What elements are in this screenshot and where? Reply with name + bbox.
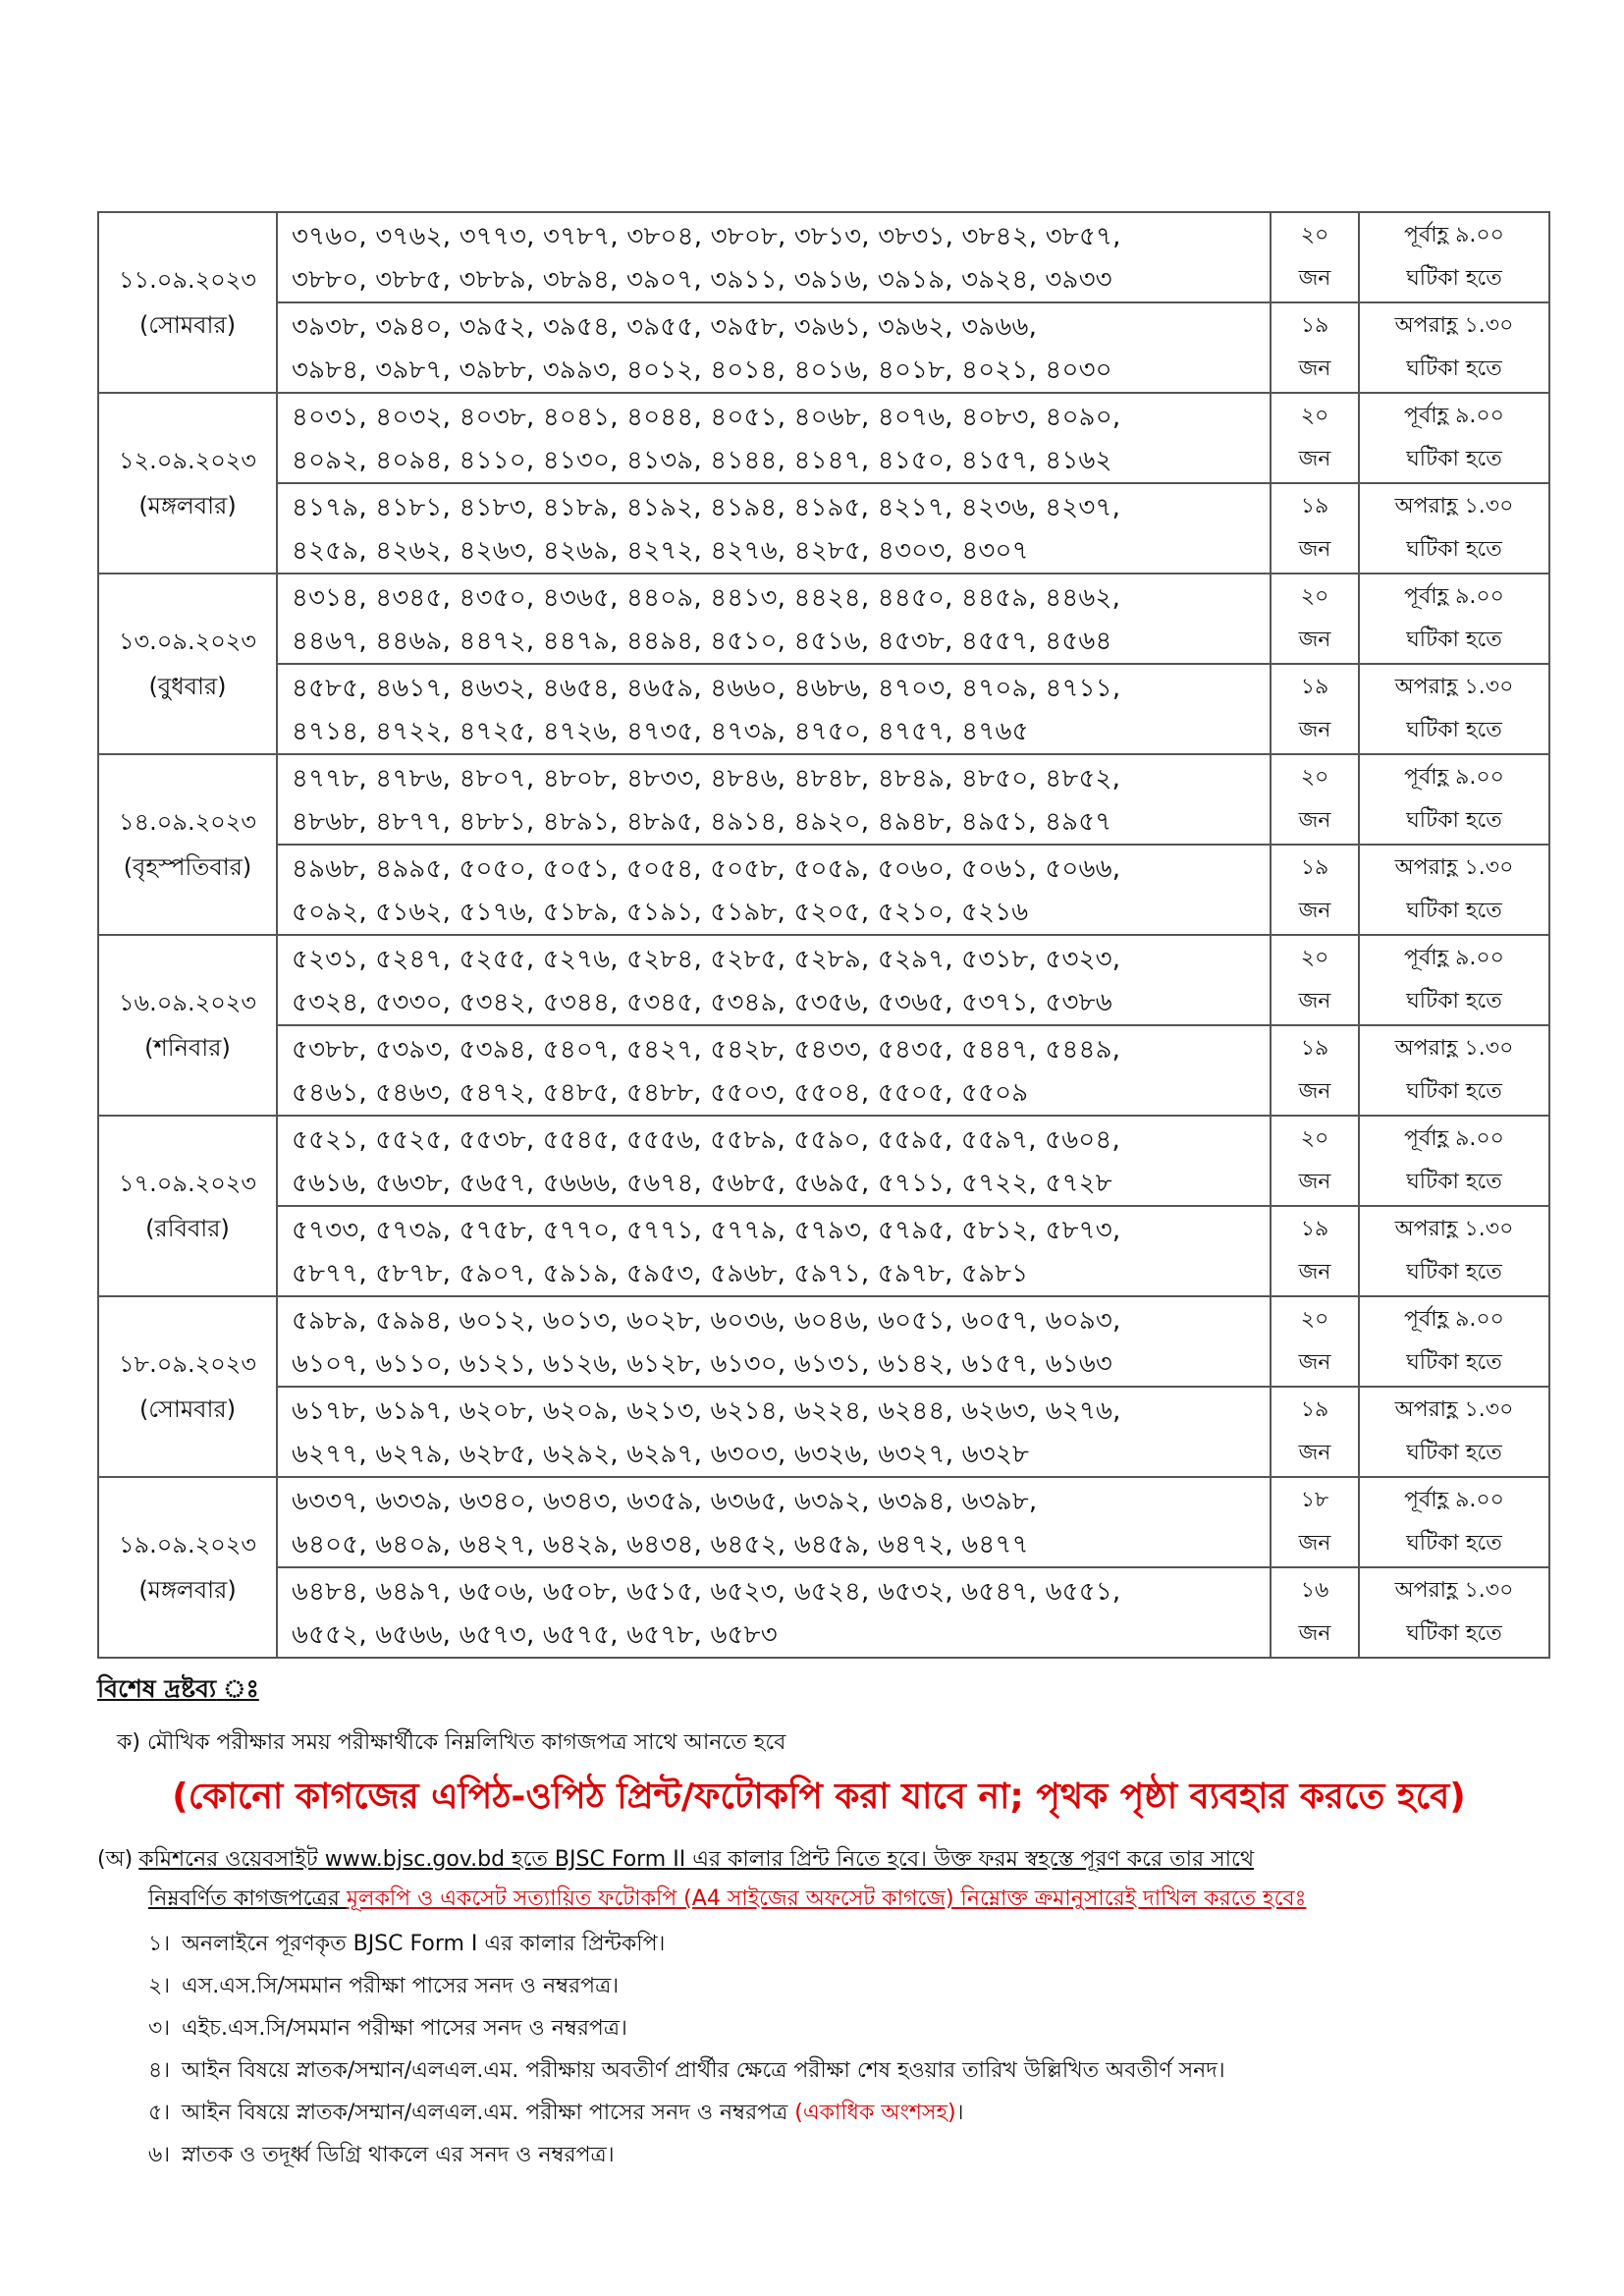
roll-numbers-line: ৪৪৬৭, ৪৪৬৯, ৪৪৭২, ৪৪৭৯, ৪৪৯৪, ৪৫১০, ৪৫১৬, ৪৫৩৮, ৪৫৫৭, ৪৫৬৪ (292, 627, 1112, 656)
roll-numbers-line: ৪৩১৪, ৪৩৪৫, ৪৩৫০, ৪৩৬৫, ৪৪০৯, ৪৪১৩, ৪৪২৪, ৪৪৫০, ৪৪৫৯, ৪৪৬২, (292, 583, 1121, 613)
session-time-cell (1359, 483, 1549, 574)
session-time-suffix: ঘটিকা হতে (1406, 1170, 1502, 1194)
session-time: অপরাহ্ণ ১.৩০ (1394, 494, 1514, 519)
session-time-cell (1359, 1296, 1549, 1387)
session-time-suffix: ঘটিকা হতে (1406, 718, 1502, 742)
candidate-count: ১৯ (1300, 1397, 1329, 1422)
item-number: ১। (148, 1932, 171, 1956)
candidate-count-unit: জন (1298, 808, 1331, 833)
note-a-text-2: নিম্নবর্ণিত কাগজপত্রের (148, 1886, 347, 1911)
roll-numbers-line: ৪১৭৯, ৪১৮১, ৪১৮৩, ৪১৮৯, ৪১৯২, ৪১৯৪, ৪১৯৫, ৪২১৭, ৪২৩৬, ৪২৩৭, (292, 493, 1121, 522)
item-number: ২। (148, 1974, 171, 1998)
roll-numbers-line: ৫৩২৪, ৫৩৩০, ৫৩৪২, ৫৩৪৪, ৫৩৪৫, ৫৩৪৯, ৫৩৫৬, ৫৩৬৫, ৫৩৭১, ৫৩৮৬ (292, 988, 1112, 1017)
roll-numbers-line: ৪৫৮৫, ৪৬১৭, ৪৬৩২, ৪৬৫৪, ৪৬৫৯, ৪৬৬০, ৪৬৮৬, ৪৭০৩, ৪৭০৯, ৪৭১১, (292, 674, 1121, 703)
candidate-count-cell (1271, 1477, 1359, 1567)
date-cell (98, 574, 277, 754)
session-time: অপরাহ্ণ ১.৩০ (1394, 1217, 1514, 1241)
candidate-count-cell (1271, 845, 1359, 935)
roll-numbers-cell (277, 212, 1271, 302)
candidate-count: ১৬ (1300, 1578, 1329, 1603)
session-time-cell (1359, 754, 1549, 845)
roll-numbers-line: ৩৭৬০, ৩৭৬২, ৩৭৭৩, ৩৭৮৭, ৩৮০৪, ৩৮০৮, ৩৮১৩, ৩৮৩১, ৩৮৪২, ৩৮৫৭, (292, 222, 1121, 251)
roll-numbers-line: ৬১৭৮, ৬১৯৭, ৬২০৮, ৬২০৯, ৬২১৩, ৬২১৪, ৬২২৪, ৬২৪৪, ৬২৬৩, ৬২৭৬, (292, 1396, 1121, 1426)
document-list-item (148, 2092, 1541, 2134)
candidate-count-unit: জন (1298, 1531, 1331, 1556)
session-time: পূর্বাহ্ণ ৯.০০ (1404, 765, 1504, 790)
roll-numbers-line: ৫০৯২, ৫১৬২, ৫১৭৬, ৫১৮৯, ৫১৯১, ৫১৯৮, ৫২০৫, ৫২১০, ৫২১৬ (292, 898, 1029, 927)
date-text: ১৭.০৯.২০২৩ (118, 1170, 257, 1197)
session-time-cell (1359, 1477, 1549, 1567)
date-text: ১১.০৯.২০২৩ (118, 266, 256, 294)
day-text: (বুধবার) (148, 673, 227, 700)
day-text: (শনিবার) (144, 1034, 231, 1062)
schedule-row (98, 574, 1549, 664)
schedule-row (98, 483, 1549, 574)
session-time: পূর্বাহ্ণ ৯.০০ (1404, 1488, 1504, 1512)
schedule-row (98, 935, 1549, 1025)
candidate-count: ১৮ (1300, 1488, 1329, 1512)
session-time-suffix: ঘটিকা হতে (1406, 447, 1502, 471)
notes-heading: বিশেষ দ্রষ্টব্য (97, 1674, 217, 1703)
roll-numbers-line: ৬৫৫২, ৬৫৬৬, ৬৫৭৩, ৬৫৭৫, ৬৫৭৮, ৬৫৮৩ (292, 1620, 778, 1650)
candidate-count-unit: জন (1298, 266, 1331, 291)
schedule-row (98, 1116, 1549, 1206)
no-duplex-warning: (কোনো কাগজের এপিঠ-ওপিঠ প্রিন্ট/ফটোকপি করা যাবে না; পৃথক পৃষ্ঠা ব্যবহার করতে হবে) (172, 1777, 1466, 1817)
candidate-count: ১৯ (1300, 1217, 1329, 1241)
date-cell (98, 754, 277, 935)
schedule-row (98, 212, 1549, 302)
session-time-suffix: ঘটিকা হতে (1406, 266, 1502, 291)
session-time-suffix: ঘটিকা হতে (1406, 989, 1502, 1013)
item-text: স্নাতক ও তদূর্ধ্ব ডিগ্রি থাকলে এর সনদ ও নম্বরপত্র। (182, 2143, 615, 2167)
roll-numbers-line: ৩৯৩৮, ৩৯৪০, ৩৯৫২, ৩৯৫৪, ৩৯৫৫, ৩৯৫৮, ৩৯৬১, ৩৯৬২, ৩৯৬৬, (292, 312, 1038, 342)
document-list (148, 1923, 1541, 2176)
candidate-count: ২০ (1300, 1126, 1329, 1151)
session-time-cell (1359, 212, 1549, 302)
date-text: ১২.০৯.২০২৩ (118, 447, 257, 474)
schedule-row (98, 1567, 1549, 1658)
session-time: পূর্বাহ্ণ ৯.০০ (1404, 404, 1504, 428)
note-a-text-1: কমিশনের ওয়েবসাইট www.bjsc.gov.bd হতে BJSC Form II এর কালার প্রিন্ট নিতে হবে। উক্ত ফরম স্বহস্তে পূরণ করে তার সাথে (138, 1847, 1255, 1872)
session-time: অপরাহ্ণ ১.৩০ (1394, 313, 1514, 338)
candidate-count-cell (1271, 664, 1359, 754)
candidate-count-cell (1271, 574, 1359, 664)
roll-numbers-line: ৫৪৬১, ৫৪৬৩, ৫৪৭২, ৫৪৮৫, ৫৪৮৮, ৫৫০৩, ৫৫০৪, ৫৫০৫, ৫৫০৯ (292, 1078, 1029, 1108)
roll-numbers-cell (277, 754, 1271, 845)
schedule-row (98, 1206, 1549, 1296)
candidate-count-unit: জন (1298, 447, 1331, 471)
candidate-count-cell (1271, 1206, 1359, 1296)
roll-numbers-line: ৪৯৬৮, ৪৯৯৫, ৫০৫০, ৫০৫১, ৫০৫৪, ৫০৫৮, ৫০৫৯, ৫০৬০, ৫০৬১, ৫০৬৬, (292, 854, 1121, 884)
candidate-count: ২০ (1300, 946, 1329, 970)
item-number: ৬। (148, 2143, 171, 2167)
roll-numbers-line: ৬৩৩৭, ৬৩৩৯, ৬৩৪০, ৬৩৪৩, ৬৩৫৯, ৬৩৬৫, ৬৩৯২, ৬৩৯৪, ৬৩৯৮, (292, 1487, 1038, 1516)
roll-numbers-cell (277, 1296, 1271, 1387)
candidate-count-cell (1271, 1025, 1359, 1116)
roll-numbers-line: ৪৭১৪, ৪৭২২, ৪৭২৫, ৪৭২৬, ৪৭৩৫, ৪৭৩৯, ৪৭৫০, ৪৭৫৭, ৪৭৬৫ (292, 717, 1029, 746)
roll-numbers-line: ৩৮৮০, ৩৮৮৫, ৩৮৮৯, ৩৮৯৪, ৩৯০৭, ৩৯১১, ৩৯১৬, ৩৯১৯, ৩৯২৪, ৩৯৩৩ (292, 265, 1112, 295)
date-text: ১৩.০৯.২০২৩ (118, 628, 257, 655)
session-time-suffix: ঘটিকা হতে (1406, 537, 1502, 562)
item-number: ৫। (148, 2101, 171, 2125)
session-time-suffix: ঘটিকা হতে (1406, 1531, 1502, 1556)
session-time-suffix: ঘটিকা হতে (1406, 356, 1502, 381)
candidate-count: ১৯ (1300, 855, 1329, 880)
date-cell (98, 393, 277, 574)
session-time: অপরাহ্ণ ১.৩০ (1394, 1397, 1514, 1422)
document-list-item (148, 2007, 1541, 2050)
date-cell (98, 212, 277, 393)
roll-numbers-cell (277, 393, 1271, 483)
candidate-count: ১৯ (1300, 494, 1329, 519)
day-text: (মঙ্গলবার) (138, 1576, 237, 1604)
roll-numbers-line: ৪২৫৯, ৪২৬২, ৪২৬৩, ৪২৬৯, ৪২৭২, ৪২৭৬, ৪২৮৫, ৪৩০৩, ৪৩০৭ (292, 536, 1029, 566)
note-k-text: মৌখিক পরীক্ষার সময় পরীক্ষার্থীকে নিম্নলিখিত কাগজপত্র সাথে আনতে হবে (146, 1730, 786, 1755)
session-time: পূর্বাহ্ণ ৯.০০ (1404, 1307, 1504, 1332)
item-text: আইন বিষয়ে স্নাতক/সম্মান/এলএল.এম. পরীক্ষায় অবতীর্ণ প্রার্থীর ক্ষেত্রে পরীক্ষা শেষ হওয়ার তারিখ উল্লিখিত অবতীর্ণ সনদ। (182, 2058, 1225, 2083)
roll-numbers-cell (277, 845, 1271, 935)
document-list-item (148, 2134, 1541, 2176)
session-time-cell (1359, 1567, 1549, 1658)
candidate-count-cell (1271, 1116, 1359, 1206)
session-time: পূর্বাহ্ণ ৯.০০ (1404, 1126, 1504, 1151)
roll-numbers-cell (277, 664, 1271, 754)
session-time-suffix: ঘটিকা হতে (1406, 1079, 1502, 1104)
roll-numbers-line: ৪৭৭৮, ৪৭৮৬, ৪৮০৭, ৪৮০৮, ৪৮৩৩, ৪৮৪৬, ৪৮৪৮, ৪৮৪৯, ৪৮৫০, ৪৮৫২, (292, 764, 1121, 793)
viva-schedule-table (97, 211, 1550, 1659)
schedule-row (98, 302, 1549, 393)
document-list-item (148, 1923, 1541, 1965)
roll-numbers-line: ৫২৩১, ৫২৪৭, ৫২৫৫, ৫২৭৬, ৫২৮৪, ৫২৮৫, ৫২৮৯, ৫২৯৭, ৫৩১৮, ৫৩২৩, (292, 945, 1121, 974)
candidate-count-unit: জন (1298, 1350, 1331, 1375)
schedule-row (98, 1025, 1549, 1116)
special-notes (97, 1669, 1541, 2176)
roll-numbers-line: ৫৬১৬, ৫৬৩৮, ৫৬৫৭, ৫৬৬৬, ৫৬৭৪, ৫৬৮৫, ৫৬৯৫, ৫৭১১, ৫৭২২, ৫৭২৮ (292, 1169, 1112, 1198)
note-a-label: (অ) (97, 1847, 134, 1872)
candidate-count-cell (1271, 1567, 1359, 1658)
item-number: ৪। (148, 2058, 171, 2083)
item-text: এস.এস.সি/সমমান পরীক্ষা পাসের সনদ ও নম্বরপত্র। (182, 1974, 620, 1998)
schedule-row (98, 664, 1549, 754)
schedule-row (98, 845, 1549, 935)
candidate-count: ২০ (1300, 223, 1329, 247)
roll-numbers-line: ৬৪০৫, ৬৪০৯, ৬৪২৭, ৬৪২৯, ৬৪৩৪, ৬৪৫২, ৬৪৫৯, ৬৪৭২, ৬৪৭৭ (292, 1530, 1029, 1559)
roll-numbers-line: ৩৯৮৪, ৩৯৮৭, ৩৯৮৮, ৩৯৯৩, ৪০১২, ৪০১৪, ৪০১৬, ৪০১৮, ৪০২১, ৪০৩০ (292, 355, 1112, 385)
session-time-cell (1359, 1206, 1549, 1296)
note-k (117, 1725, 1541, 1762)
roll-numbers-line: ৫৯৮৯, ৫৯৯৪, ৬০১২, ৬০১৩, ৬০২৮, ৬০৩৬, ৬০৪৬, ৬০৫১, ৬০৫৭, ৬০৯৩, (292, 1306, 1121, 1336)
note-a-line1 (97, 1840, 1541, 1880)
candidate-count-unit: জন (1298, 989, 1331, 1013)
roll-numbers-cell (277, 1477, 1271, 1567)
day-text: (মঙ্গলবার) (138, 492, 237, 519)
candidate-count-unit: জন (1298, 1441, 1331, 1465)
candidate-count-unit: জন (1298, 1260, 1331, 1285)
session-time-cell (1359, 935, 1549, 1025)
session-time-suffix: ঘটিকা হতে (1406, 1441, 1502, 1465)
session-time-cell (1359, 574, 1549, 664)
roll-numbers-line: ৫৭৩৩, ৫৭৩৯, ৫৭৫৮, ৫৭৭০, ৫৭৭১, ৫৭৭৯, ৫৭৯৩, ৫৭৯৫, ৫৮১২, ৫৮৭৩, (292, 1216, 1121, 1245)
date-text: ১৮.০৯.২০২৩ (118, 1350, 256, 1378)
candidate-count-cell (1271, 935, 1359, 1025)
note-k-label: ক) (117, 1730, 140, 1755)
schedule-row (98, 1296, 1549, 1387)
roll-numbers-cell (277, 935, 1271, 1025)
candidate-count-unit: জন (1298, 718, 1331, 742)
candidate-count-unit: জন (1298, 537, 1331, 562)
date-text: ১৬.০৯.২০২৩ (118, 989, 257, 1016)
candidate-count: ১৯ (1300, 675, 1329, 699)
session-time-cell (1359, 393, 1549, 483)
roll-numbers-line: ৬৪৮৪, ৬৪৯৭, ৬৫০৬, ৬৫০৮, ৬৫১৫, ৬৫২৩, ৬৫২৪, ৬৫৩২, ৬৫৪৭, ৬৫৫১, (292, 1577, 1121, 1607)
candidate-count: ১৯ (1300, 1036, 1329, 1061)
session-time-suffix: ঘটিকা হতে (1406, 1621, 1502, 1646)
roll-numbers-cell (277, 1116, 1271, 1206)
session-time: অপরাহ্ণ ১.৩০ (1394, 1578, 1514, 1603)
candidate-count-cell (1271, 393, 1359, 483)
roll-numbers-line: ৬২৭৭, ৬২৭৯, ৬২৮৫, ৬২৯২, ৬২৯৭, ৬৩০৩, ৬৩২৬, ৬৩২৭, ৬৩২৮ (292, 1440, 1030, 1469)
item-text: এইচ.এস.সি/সমমান পরীক্ষা পাসের সনদ ও নম্বরপত্র। (182, 2016, 627, 2041)
session-time: পূর্বাহ্ণ ৯.০০ (1404, 946, 1504, 970)
schedule-row (98, 754, 1549, 845)
roll-numbers-line: ৫৩৮৮, ৫৩৯৩, ৫৩৯৪, ৫৪০৭, ৫৪২৭, ৫৪২৮, ৫৪৩৩, ৫৪৩৫, ৫৪৪৭, ৫৪৪৯, (292, 1035, 1121, 1065)
roll-numbers-line: ৫৫২১, ৫৫২৫, ৫৫৩৮, ৫৫৪৫, ৫৫৫৬, ৫৫৮৯, ৫৫৯০, ৫৫৯৫, ৫৫৯৭, ৫৬০৪, (292, 1125, 1120, 1155)
note-a (97, 1840, 1541, 1919)
roll-numbers-line: ৪০৯২, ৪০৯৪, ৪১১০, ৪১৩০, ৪১৩৯, ৪১৪৪, ৪১৪৭, ৪১৫০, ৪১৫৭, ৪১৬২ (292, 446, 1112, 475)
candidate-count-unit: জন (1298, 899, 1331, 923)
roll-numbers-line: ৫৮৭৭, ৫৮৭৮, ৫৯০৭, ৫৯১৯, ৫৯৫৩, ৫৯৬৮, ৫৯৭১, ৫৯৭৮, ৫৯৮১ (292, 1259, 1029, 1288)
roll-numbers-cell (277, 483, 1271, 574)
day-text: (সোমবার) (138, 1395, 237, 1423)
document-list-item (148, 1965, 1541, 2007)
session-time: অপরাহ্ণ ১.৩০ (1394, 1036, 1514, 1061)
item-text: অনলাইনে পূরণকৃত BJSC Form I এর কালার প্রিন্টকপি। (182, 1932, 666, 1956)
session-time-cell (1359, 664, 1549, 754)
session-time-cell (1359, 1387, 1549, 1477)
item-number: ৩। (148, 2016, 171, 2041)
candidate-count-unit: জন (1298, 628, 1331, 652)
item-text: আইন বিষয়ে স্নাতক/সম্মান/এলএল.এম. পরীক্ষা পাসের সনদ ও নম্বরপত্র (182, 2101, 795, 2125)
candidate-count: ২০ (1300, 404, 1329, 428)
candidate-count: ২০ (1300, 584, 1329, 609)
roll-numbers-cell (277, 1206, 1271, 1296)
document-list-item (148, 2050, 1541, 2092)
candidate-count-unit: জন (1298, 1621, 1331, 1646)
roll-numbers-cell (277, 574, 1271, 664)
session-time-suffix: ঘটিকা হতে (1406, 628, 1502, 652)
schedule-row (98, 393, 1549, 483)
date-cell (98, 1296, 277, 1477)
date-cell (98, 1116, 277, 1296)
session-time: অপরাহ্ণ ১.৩০ (1394, 855, 1514, 880)
candidate-count-cell (1271, 1296, 1359, 1387)
session-time-cell (1359, 1116, 1549, 1206)
roll-numbers-cell (277, 1025, 1271, 1116)
roll-numbers-line: ৪০৩১, ৪০৩২, ৪০৩৮, ৪০৪১, ৪০৪৪, ৪০৫১, ৪০৬৮, ৪০৭৬, ৪০৮৩, ৪০৯০, (292, 403, 1121, 432)
date-cell (98, 1477, 277, 1658)
session-time-cell (1359, 1025, 1549, 1116)
schedule-row (98, 1387, 1549, 1477)
candidate-count-cell (1271, 302, 1359, 393)
candidate-count-cell (1271, 754, 1359, 845)
item-tail: । (955, 2101, 964, 2125)
candidate-count-cell (1271, 1387, 1359, 1477)
candidate-count-cell (1271, 483, 1359, 574)
day-text: (সোমবার) (138, 311, 237, 339)
note-a-line2 (148, 1880, 1541, 1919)
roll-numbers-cell (277, 1387, 1271, 1477)
session-time-suffix: ঘটিকা হতে (1406, 1260, 1502, 1285)
day-text: (রবিবার) (145, 1215, 230, 1242)
session-time: পূর্বাহ্ণ ৯.০০ (1404, 223, 1504, 247)
candidate-count-cell (1271, 212, 1359, 302)
candidate-count-unit: জন (1298, 356, 1331, 381)
candidate-count: ১৯ (1300, 313, 1329, 338)
date-text: ১৪.০৯.২০২৩ (118, 808, 256, 836)
candidate-count: ২০ (1300, 1307, 1329, 1332)
session-time-suffix: ঘটিকা হতে (1406, 899, 1502, 923)
date-cell (98, 935, 277, 1116)
day-text: (বৃহস্পতিবার) (123, 853, 252, 881)
candidate-count-unit: জন (1298, 1079, 1331, 1104)
roll-numbers-cell (277, 302, 1271, 393)
candidate-count: ২০ (1300, 765, 1329, 790)
roll-numbers-line: ৪৮৬৮, ৪৮৭৭, ৪৮৮১, ৪৮৯১, ৪৮৯৫, ৪৯১৪, ৪৯২০, ৪৯৪৮, ৪৯৫১, ৪৯৫৭ (292, 807, 1112, 837)
roll-numbers-cell (277, 1567, 1271, 1658)
session-time: অপরাহ্ণ ১.৩০ (1394, 675, 1514, 699)
date-text: ১৯.০৯.২০২৩ (118, 1531, 256, 1558)
note-a-text-red: মূলকপি ও একসেট সত্যায়িত ফটোকপি (A4 সাইজের অফসেট কাগজে) নিম্নোক্ত ক্রমানুসারেই দাখিল করতে হবেঃ (346, 1886, 1307, 1911)
item-highlight: (একাধিক অংশসহ) (794, 2101, 956, 2125)
candidate-count-unit: জন (1298, 1170, 1331, 1194)
roll-numbers-line: ৬১০৭, ৬১১০, ৬১২১, ৬১২৬, ৬১২৮, ৬১৩০, ৬১৩১, ৬১৪২, ৬১৫৭, ৬১৬৩ (292, 1349, 1113, 1379)
session-time: পূর্বাহ্ণ ৯.০০ (1404, 584, 1504, 609)
session-time-cell (1359, 302, 1549, 393)
schedule-row (98, 1477, 1549, 1567)
session-time-suffix: ঘটিকা হতে (1406, 1350, 1502, 1375)
session-time-cell (1359, 845, 1549, 935)
session-time-suffix: ঘটিকা হতে (1406, 808, 1502, 833)
